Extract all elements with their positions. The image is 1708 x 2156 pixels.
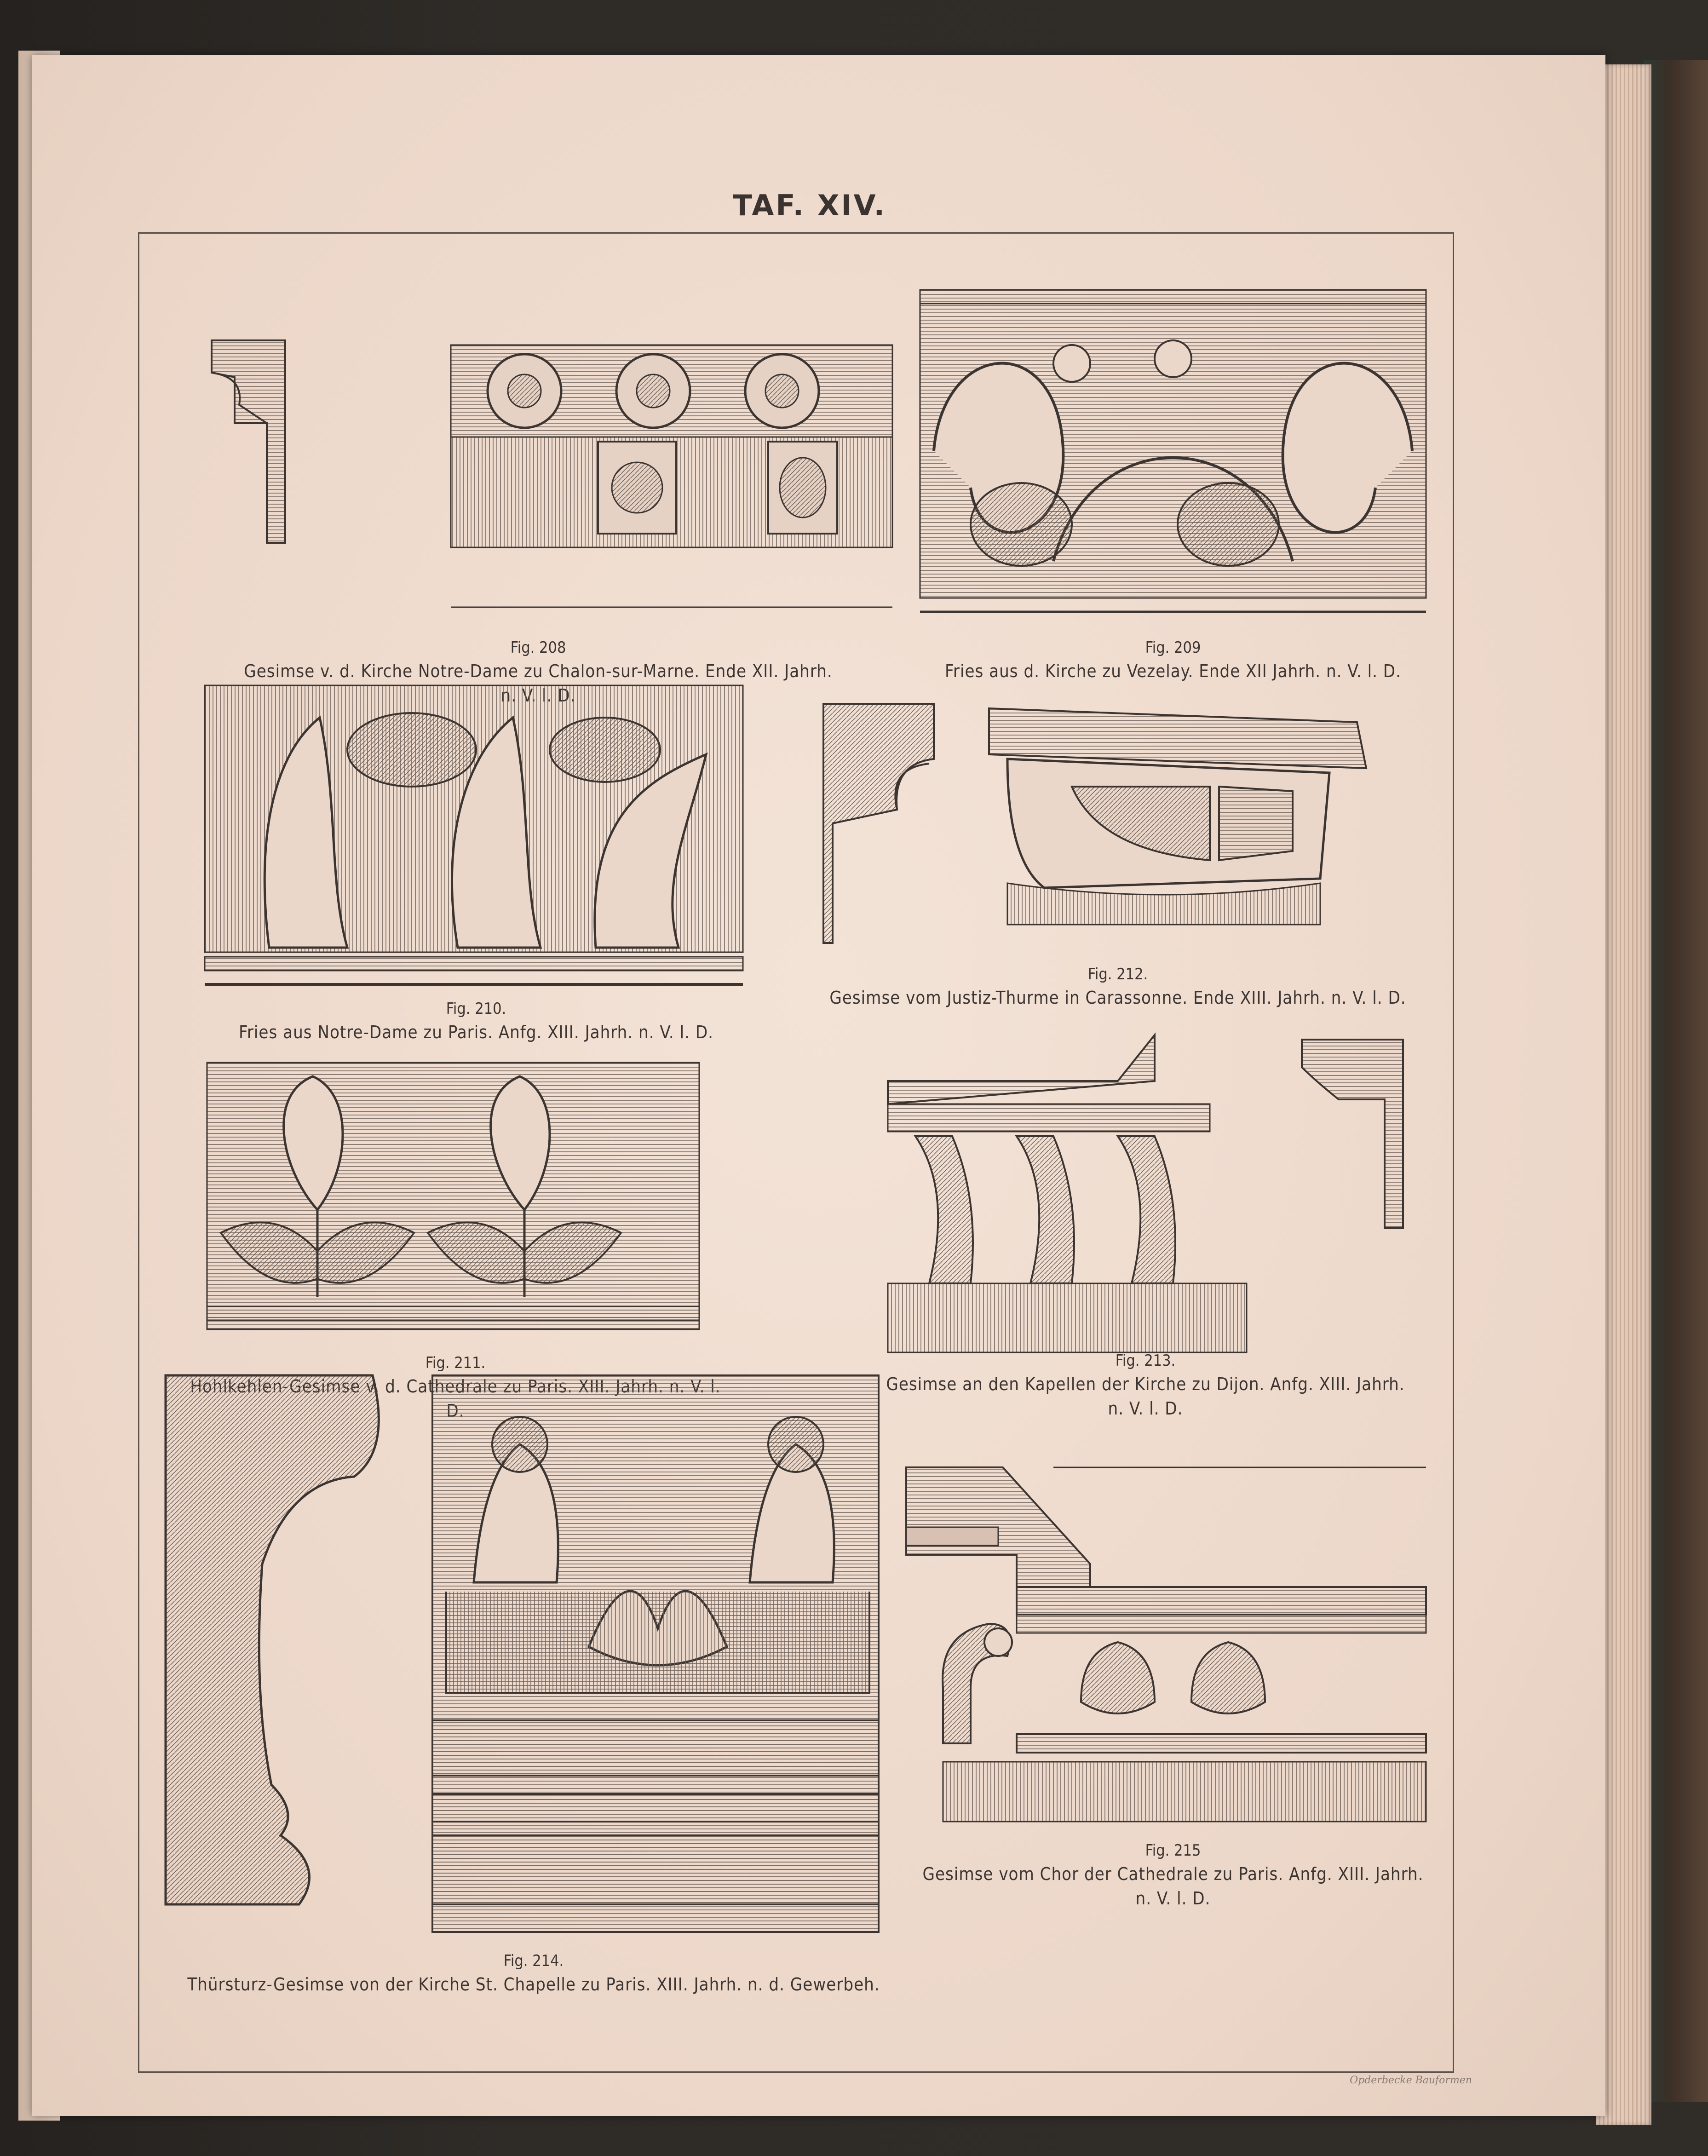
figure-208-drawing: [175, 285, 906, 626]
figure-215-source: n. V. l. D.: [1135, 1888, 1211, 1909]
figure-213-title: Gesimse an den Kapellen der Kirche zu Dijon. Anfg. XIII. Jahrh.: [886, 1374, 1405, 1394]
figure-212-number: Fig. 212.: [1087, 965, 1148, 983]
figure-214-number: Fig. 214.: [503, 1952, 564, 1970]
figure-215-drawing: [897, 1449, 1435, 1840]
figure-213-drawing: [860, 1026, 1435, 1357]
figure-214-caption: [166, 1950, 902, 1997]
plate-page: [32, 55, 1605, 2116]
plate-title: TAF. XIV.: [732, 189, 887, 222]
figure-210-caption: [193, 998, 759, 1045]
figure-208-title: Gesimse v. d. Kirche Notre-Dame zu Chalon-sur-Marne. Ende XII. Jahrh.: [244, 661, 833, 681]
figure-211-title: d.: [385, 1376, 401, 1397]
figure-213-caption: [833, 1350, 1458, 1421]
figure-211-number: Fig. 211.: [425, 1354, 486, 1372]
figure-212-caption: [805, 964, 1431, 1010]
figure-208-number: Fig. 208: [510, 638, 566, 657]
figure-210-drawing: [200, 681, 748, 998]
figure-214-drawing: [161, 1371, 897, 1955]
figure-215-title: Gesimse vom Chor der Cathedrale zu Paris. Anfg. XIII. Jahrh.: [922, 1863, 1424, 1884]
figure-210-number: Fig. 210.: [446, 1000, 506, 1018]
figure-214-title: Thürsturz-Gesimse von der Kirche St. Chapelle zu Paris. XIII. Jahrh. n. d. Gewerbeh.: [187, 1974, 880, 1995]
figure-213-number: Fig. 213.: [1115, 1351, 1176, 1370]
figure-209-number: Fig. 209: [1145, 638, 1201, 657]
figure-215-number: Fig. 215: [1145, 1841, 1201, 1860]
figure-215-caption: [897, 1840, 1449, 1911]
figure-209-drawing: [915, 285, 1435, 626]
book-cover-edge: [1644, 60, 1708, 2102]
engraver-signature: Opderbecke Bauformen: [1350, 2075, 1472, 2086]
figure-213-source: n. V. l. D.: [1108, 1398, 1183, 1419]
figure-212-drawing: [814, 685, 1426, 961]
figure-209-title: Fries aus d. Kirche zu Vezelay. Ende XII Jahrh. n. V. l. D.: [945, 661, 1401, 681]
figure-211-drawing: [202, 1058, 704, 1343]
figure-210-title: Fries aus Notre-Dame zu Paris. Anfg. XIII. Jahrh. n. V. l. D.: [238, 1022, 714, 1042]
figure-212-title: Gesimse vom Justiz-Thurme in Carassonne. Ende XIII. Jahrh. n. V. l. D.: [829, 987, 1406, 1008]
figure-209-caption: [906, 637, 1440, 684]
